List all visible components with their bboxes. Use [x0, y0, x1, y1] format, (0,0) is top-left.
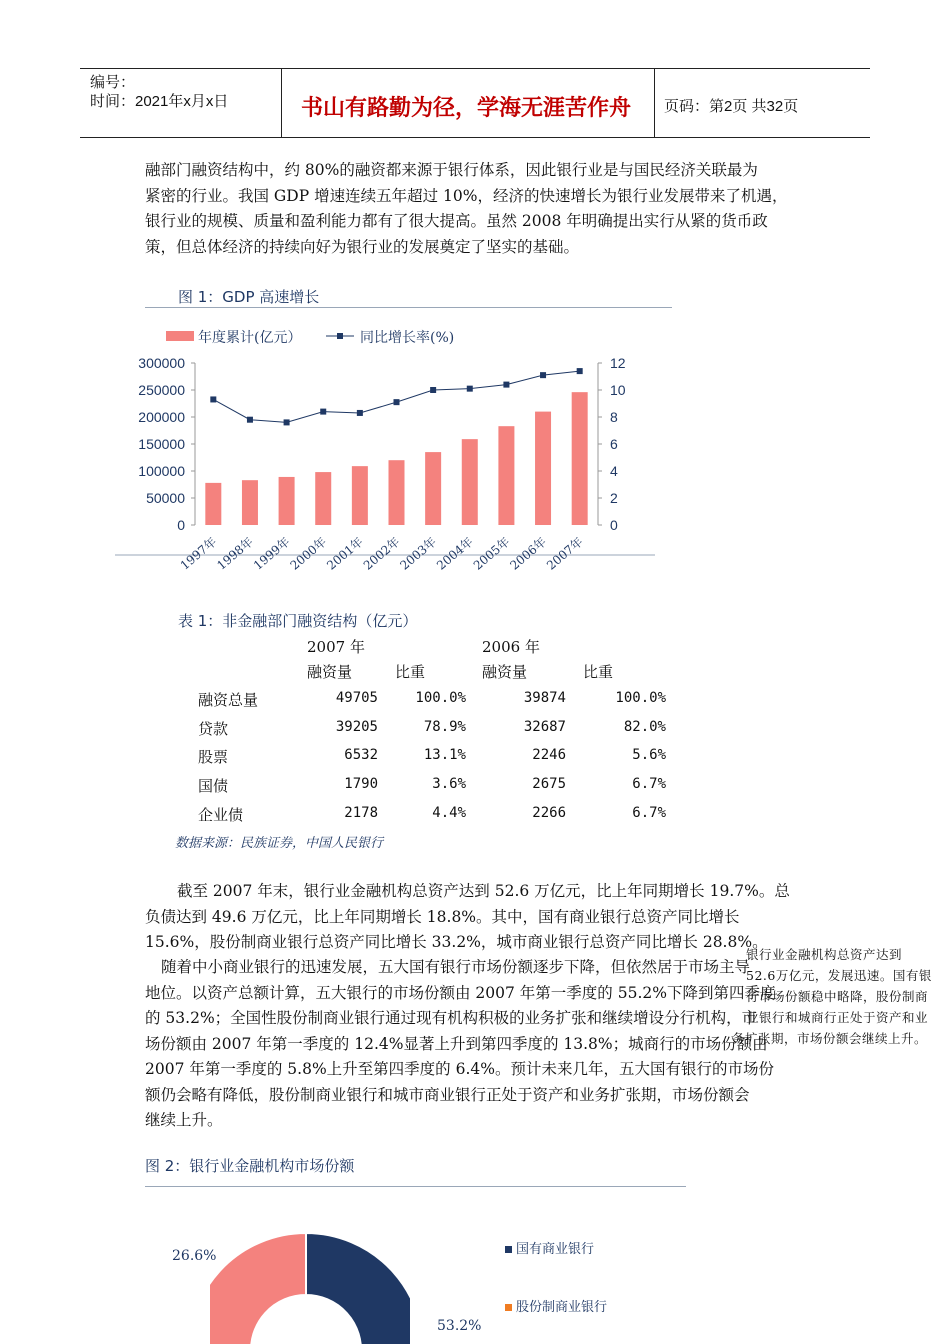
bar [205, 483, 221, 525]
side-note-line: 务扩张期，市场份额会继续上升。 [732, 1031, 928, 1046]
paragraph-assets [145, 879, 790, 956]
growth-point [540, 372, 546, 378]
table-sub-header: 比重 [395, 663, 426, 681]
bar [572, 392, 588, 525]
side-note-line: 银行业金融机构总资产达到 [746, 947, 903, 962]
paragraph-market-share [145, 955, 775, 1134]
y2-tick-label: 8 [610, 409, 618, 425]
growth-point [503, 382, 509, 388]
y-tick-label: 150000 [138, 436, 185, 452]
x-tick-label: 1999年 [250, 534, 293, 573]
x-tick-label: 2005年 [470, 534, 513, 573]
header-divider [654, 69, 655, 137]
table-cell: 82.0% [623, 718, 666, 735]
text-line: 负债达到 49.6 万亿元，比上年同期增长 18.8%。其中，国有商业银行总资产同比增长 [145, 907, 740, 926]
table-cell: 49705 [335, 690, 378, 706]
y2-tick-label: 4 [610, 463, 618, 479]
text-line: 15.6%，股份制商业银行总资产同比增长 33.2%，城市商业银行总资产同比增长 28.8%。 [145, 933, 768, 951]
legend-bar-label: 年度累计(亿元） [198, 330, 302, 346]
y2-tick-label: 0 [610, 517, 618, 533]
bar [352, 466, 368, 525]
table-row-label: 融资总量 [198, 691, 259, 709]
bar [279, 477, 295, 525]
table-cell: 2675 [532, 776, 566, 793]
header-page-info: 页码：第2页 共32页 [664, 98, 799, 115]
growth-point [284, 419, 290, 425]
table-year-header: 2006 年 [482, 638, 540, 656]
growth-line [213, 371, 579, 422]
caption-rule [145, 307, 672, 308]
caption-rule [145, 1186, 686, 1187]
x-tick-label: 2006年 [507, 534, 549, 573]
legend-swatch [505, 1246, 512, 1253]
table1-caption: 表 1：非金融部门融资结构（亿元） [178, 612, 418, 630]
y2-tick-label: 6 [610, 436, 618, 452]
side-note-line: 52.6万亿元，发展迅速。国有银 [746, 968, 932, 983]
page-header [80, 68, 870, 138]
table-cell: 5.6% [632, 747, 666, 764]
text-line: 继续上升。 [145, 1111, 223, 1129]
bar [242, 480, 258, 525]
bar [498, 426, 514, 525]
growth-point [430, 387, 436, 393]
y2-tick-label: 2 [610, 490, 618, 506]
y-tick-label: 200000 [138, 409, 185, 425]
table-row-label: 国债 [198, 777, 229, 796]
gdp-chart [110, 315, 670, 600]
table-cell: 39205 [335, 718, 378, 735]
legend-line-label: 同比增长率(%) [360, 330, 455, 346]
text-line: 的 53.2%；全国性股份制商业银行通过现有机构积极的业务扩张和继续增设分行机构，市 [145, 1009, 758, 1027]
bar [535, 412, 551, 525]
growth-point [394, 399, 400, 405]
header-time: 时间：2021年x月x日 [90, 93, 229, 110]
growth-point [247, 417, 253, 423]
text-line: 策，但总体经济的持续向好为银行业的发展奠定了坚实的基础。 [145, 237, 580, 256]
text-line: 随着中小商业银行的迅速发展，五大国有银行市场份额逐步下降，但依然居于市场主导 [161, 958, 751, 976]
table-cell: 6.7% [632, 804, 666, 821]
bar [389, 460, 405, 525]
text-line: 银行业的规模、质量和盈利能力都有了很大提高。虽然 2008 年明确提出实行从紧的货币政 [145, 212, 768, 230]
text-line: 融部门融资结构中，约 80%的融资都来源于银行体系，因此银行业是与国民经济关联最为 [145, 161, 758, 179]
text-line: 地位。以资产总额计算，五大银行的市场份额由 2007 年第一季度的 55.2%下降到第四季度 [145, 983, 776, 1002]
text-line: 额仍会略有降低，股份制商业银行和城市商业银行正处于资产和业务扩张期，市场份额会 [145, 1085, 750, 1104]
x-tick-label: 2000年 [287, 534, 330, 573]
table-cell: 78.9% [423, 718, 466, 735]
legend-label: 国有商业银行 [516, 1242, 595, 1257]
table-cell: 2178 [344, 804, 378, 821]
growth-point [357, 410, 363, 416]
bar [425, 452, 441, 525]
y-tick-label: 300000 [138, 355, 185, 371]
legend-line-marker [337, 333, 343, 339]
header-number: 编号： [90, 74, 136, 91]
table-cell: 32687 [523, 718, 566, 735]
table-row-label: 贷款 [198, 719, 229, 738]
table-cell: 3.6% [432, 776, 466, 793]
bar [315, 472, 331, 525]
x-tick-label: 2001年 [324, 534, 366, 573]
donut-slice [210, 1233, 306, 1344]
table-sub-header: 比重 [583, 663, 614, 681]
y2-tick-label: 12 [610, 355, 626, 371]
growth-point [467, 386, 473, 392]
text-line: 紧密的行业。我国 GDP 增速连续五年超过 10%，经济的快速增长为银行业发展带来了机遇， [145, 186, 788, 205]
text-line: 2007 年第一季度的 5.8%上升至第四季度的 6.4%。预计未来几年，五大国有银行的市场份 [145, 1060, 774, 1078]
table-cell: 100.0% [615, 690, 666, 706]
donut-label: 53.2% [437, 1318, 482, 1334]
y-tick-label: 50000 [146, 490, 185, 506]
table-cell: 6.7% [632, 776, 666, 793]
table-cell: 4.4% [432, 804, 466, 821]
table1-source: 数据来源：民族证券，中国人民银行 [175, 836, 384, 851]
growth-point [577, 368, 583, 374]
y-tick-label: 250000 [138, 382, 185, 398]
growth-point [320, 409, 326, 415]
table-cell: 6532 [344, 747, 378, 764]
side-note [732, 944, 932, 1049]
table-cell: 100.0% [415, 690, 466, 706]
table-row-label: 企业债 [198, 805, 244, 824]
x-tick-label: 1998年 [214, 534, 256, 573]
table-sub-header: 融资量 [307, 663, 353, 681]
intro-paragraph [145, 158, 787, 260]
donut-label: 26.6% [172, 1248, 217, 1264]
table-cell: 39874 [523, 690, 566, 706]
x-tick-label: 2007年 [544, 534, 586, 573]
table-row-label: 股票 [198, 748, 229, 767]
table-sub-header: 融资量 [482, 663, 528, 681]
growth-point [210, 396, 216, 402]
header-divider [281, 69, 282, 137]
x-tick-label: 2004年 [434, 534, 476, 573]
legend-label: 股份制商业银行 [516, 1300, 608, 1315]
x-tick-label: 2003年 [397, 534, 440, 573]
y-tick-label: 0 [177, 517, 185, 533]
y-tick-label: 100000 [138, 463, 185, 479]
figure1-caption: 图 1：GDP 高速增长 [178, 288, 320, 306]
market-share-donut [210, 1200, 410, 1344]
y2-tick-label: 10 [610, 382, 626, 398]
donut-legend-item [505, 1296, 607, 1315]
legend-bar-swatch [166, 331, 194, 341]
header-motto: 书山有路勤为径，学海无涯苦作舟 [301, 95, 632, 121]
text-line: 截至 2007 年末，银行业金融机构总资产达到 52.6 万亿元，比上年同期增长 19.7%。总 [177, 882, 790, 900]
table-cell: 1790 [344, 776, 378, 793]
figure2-caption: 图 2：银行业金融机构市场份额 [145, 1157, 355, 1175]
side-note-line: 业银行和城商行正处于资产和业 [746, 1010, 929, 1025]
donut-legend-item [505, 1238, 594, 1257]
text-line: 场份额由 2007 年第一季度的 12.4%显著上升到第四季度的 13.8%；城商行的市场份额由 [145, 1034, 768, 1053]
table-cell: 2266 [532, 804, 566, 821]
legend-swatch [505, 1304, 512, 1311]
x-tick-label: 1997年 [177, 534, 220, 573]
table-year-header: 2007 年 [307, 638, 365, 656]
table-cell: 13.1% [423, 747, 466, 764]
table-cell: 2246 [532, 747, 566, 764]
x-tick-label: 2002年 [360, 534, 403, 573]
bar [462, 439, 478, 525]
side-note-line: 行市场份额稳中略降，股份制商 [746, 989, 929, 1004]
